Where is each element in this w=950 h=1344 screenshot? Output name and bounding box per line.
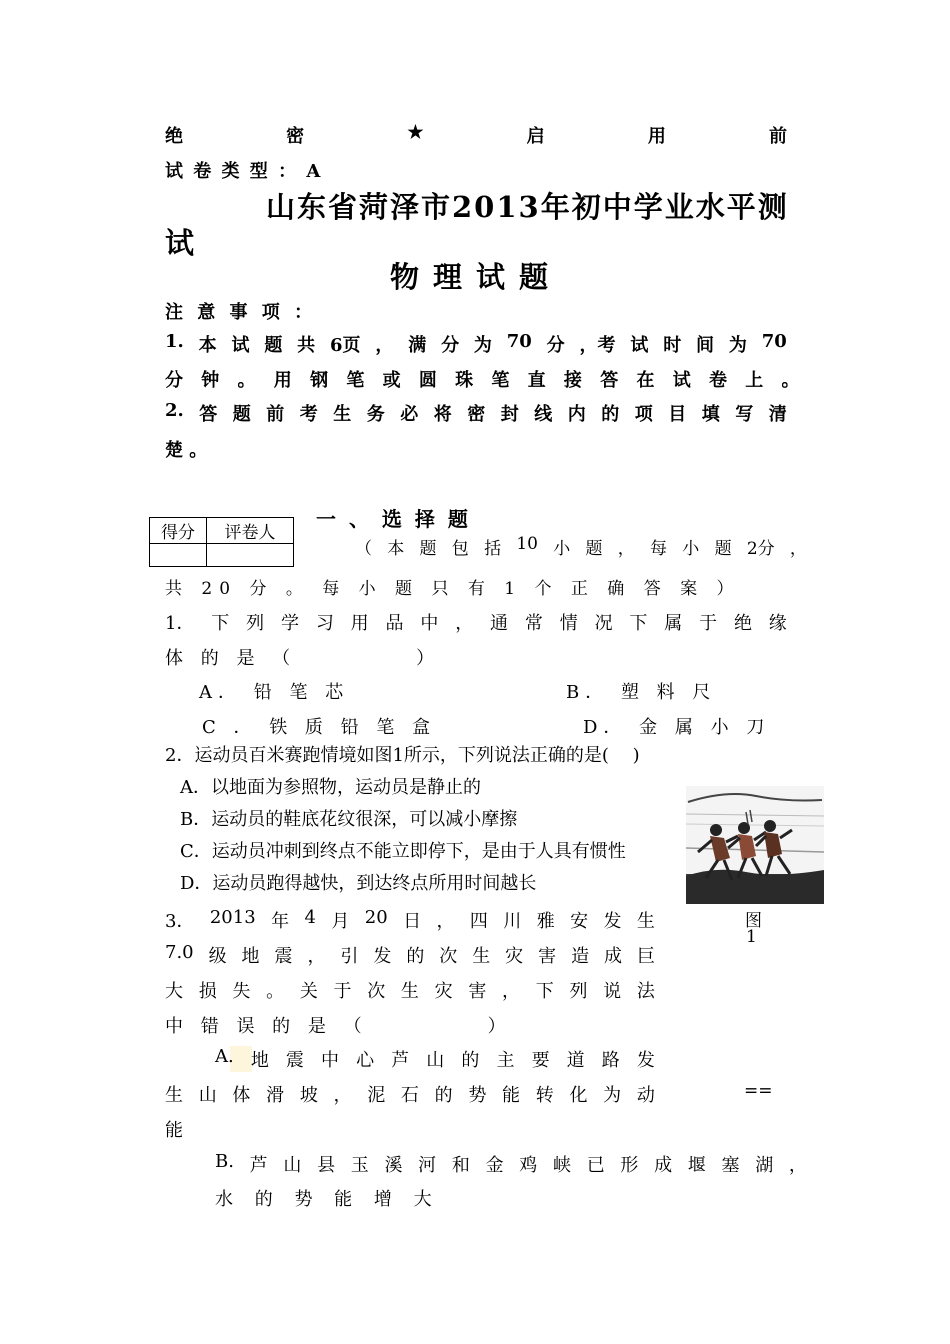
question-3-char: 生 [400,981,419,1002]
notice-char: 答 [199,404,218,425]
question-1-char: 况 [594,613,613,634]
notice-char: 线 [534,404,553,425]
question-3-char: 3． [165,911,195,932]
question-3-option-b-char: 和 [451,1155,470,1176]
paper-type: 试 卷 类 型 ： A [165,161,323,182]
notice-char: 考 [299,404,318,425]
question-3-char: 7.0 [165,942,194,963]
notice-char: 2. [165,400,184,421]
question-3-option-a-char: 石 [400,1085,419,1106]
question-3-option-b-char: 塞 [721,1155,740,1176]
question-3-char: 20 [364,907,388,928]
notice-char: ，考 [579,335,616,356]
section-desc-char: 小 [682,539,700,559]
question-3-char: 级 [208,946,227,967]
figure-1-label: 图 [745,911,762,931]
grader-cell[interactable] [207,544,294,567]
question-2-option-c: C．运动员冲刺到终点不能立即停下，是由于人具有惯性 [180,841,626,862]
question-3-char: 列 [569,981,588,1002]
question-3-char: 说 [603,981,622,1002]
question-3-option-b-char: 河 [418,1155,437,1176]
question-3-char: 成 [604,946,623,967]
notice-char: 密 [467,404,486,425]
notice-char: 内 [567,404,586,425]
notice-item-2 [165,400,787,426]
question-3-option-b-char: 山 [283,1155,302,1176]
question-3-option-a-char: 体 [232,1085,251,1106]
notice-char: 试 [231,335,250,356]
notice-heading: 注 意 事 项 ： [165,302,317,323]
question-3-option-a-char: 滑 [266,1085,285,1106]
question-3-char: 。 [266,981,285,1002]
question-3-char: 次 [367,981,386,1002]
question-3-char: 日 [403,911,422,932]
secret-char: 启 [526,126,545,147]
notice-item-1-cont: 分 钟 。 用 钢 笔 或 圆 珠 笔 直 接 答 在 试 卷 上 。 [165,370,806,391]
question-1-option-b: B． 塑 料 尺 [566,682,717,703]
question-3-option-a-char: 主 [496,1050,515,1071]
notice-char: 为 [728,335,747,356]
question-3-char: 关 [299,981,318,1002]
question-3-option-a-cont [165,1081,655,1107]
question-3-option-a-char: 势 [468,1085,487,1106]
question-3-option-b-char: 芦 [249,1155,268,1176]
question-1-stem [165,609,787,635]
notice-char: 前 [266,404,285,425]
notice-char: ， [375,335,394,356]
question-1-option-c: C ． 铁 质 铅 笔 盒 [202,717,437,738]
question-3-stem [165,907,655,933]
question-1-char: 品 [385,613,404,634]
section-desc-char: 本 [387,539,405,559]
question-3-char: 于 [333,981,352,1002]
notice-item-1 [165,331,787,357]
section-desc-char: 题 [714,539,732,559]
notice-char: 写 [735,404,754,425]
question-3-option-a-end: 能 [165,1120,183,1141]
question-1-char: 下 [629,613,648,634]
question-1-char: 常 [524,613,543,634]
question-3-char: 下 [535,981,554,1002]
subject-title: 物理试题 [390,260,563,294]
question-1-char: 通 [490,613,509,634]
question-2-stem: 2．运动员百米赛跑情境如图1所示，下列说法正确的是( ) [165,745,640,766]
question-3-option-a-char: 的 [461,1050,480,1071]
section-heading: 一 、 选 择 题 [316,507,471,531]
question-3-char: 法 [636,981,655,1002]
question-3-char: 川 [503,911,522,932]
question-2-option-b: B．运动员的鞋底花纹很深，可以减小摩擦 [180,809,518,830]
question-3-option-a-char: 转 [535,1085,554,1106]
notice-char: 项 [634,404,653,425]
secret-char: 前 [769,126,787,147]
question-3-char: 损 [198,981,217,1002]
question-3-option-a-char: 震 [285,1050,304,1071]
question-3-char: 大 [165,981,183,1002]
question-3-stem-3 [165,977,655,1003]
question-1-char: 用 [350,613,369,634]
notice-char: 生 [333,404,352,425]
question-1-char: 缘 [768,613,787,634]
section-desc-char: 包 [451,539,469,559]
question-3-option-b-char: 溪 [384,1155,403,1176]
question-3-char: 灾 [434,981,453,1002]
question-3-option-a-char: 路 [601,1050,620,1071]
exam-title-cont: 试 [165,226,197,260]
side-mark: == [744,1081,773,1101]
section-desc-char: 2分 [746,539,775,559]
question-1-option-d: D． 金 属 小 刀 [583,717,771,738]
section-desc-char: 括 [484,539,502,559]
question-3-option-b [215,1151,807,1177]
section-desc-char: 题 [585,539,603,559]
question-3-option-a-char: ， [333,1085,352,1106]
question-1-stem-cont: 体 的 是 （ ） [165,648,441,669]
section-desc-char: 小 [553,539,571,559]
figure-1-number: 1 [746,927,757,947]
notice-char: 共 [297,335,316,356]
notice-char: 目 [668,404,687,425]
question-3-char: 害 [468,981,487,1002]
question-3-option-a-char: 心 [356,1050,375,1071]
question-3-char: 造 [571,946,590,967]
question-1-char: 中 [420,613,439,634]
question-3-char: 月 [331,911,350,932]
question-3-option-b-char: 形 [620,1155,639,1176]
question-3-char: 害 [538,946,557,967]
question-3-stem-4: 中 错 误 的 是 （ ） [165,1016,512,1037]
question-1-char: 学 [280,613,299,634]
question-3-option-b-char: 玉 [350,1155,369,1176]
question-3-char: 失 [232,981,251,1002]
question-3-option-a-char: 的 [434,1085,453,1106]
question-3-option-a-char: 泥 [367,1085,386,1106]
question-3-option-a-char: 山 [198,1085,217,1106]
question-1-char: 下 [211,613,230,634]
question-3-char: ， [307,946,326,967]
notice-item-2-cont: 楚 。 [165,440,208,461]
question-3-char: 生 [636,911,655,932]
notice-char: 分 [441,335,460,356]
question-3-option-b-char: B. [215,1151,234,1172]
question-3-char: ， [502,981,521,1002]
question-3-char: 发 [603,911,622,932]
question-3-option-a-char: 山 [426,1050,445,1071]
notice-char: 试 [630,335,649,356]
section-desc-char: （ [355,539,372,559]
question-1-char: 绝 [733,613,752,634]
secret-char: 绝 [165,126,183,147]
notice-char: 70 [761,331,787,352]
question-3-char: 2013 [209,907,256,928]
secret-char: 密 [286,126,305,147]
question-3-char: 年 [271,911,290,932]
question-3-char: 灾 [505,946,524,967]
question-3-char: 4 [304,907,316,928]
section-desc-char: 题 [419,539,437,559]
question-3-stem-2 [165,942,655,968]
question-3-char: 地 [241,946,260,967]
question-3-char: 生 [472,946,491,967]
question-1-char: ， [455,613,474,634]
section-desc-char: ， [789,539,807,559]
section-desc-char: 每 [650,539,668,559]
notice-char: 题 [232,404,251,425]
grader-header: 评卷人 [207,518,294,544]
question-3-char: 的 [406,946,425,967]
score-header: 得分 [150,518,207,544]
section-description-cont: 共 20 分 。 每 小 题 只 有 1 个 正 确 答 案 ） [165,579,741,599]
notice-char: 的 [601,404,620,425]
notice-char: 本 [198,335,217,356]
notice-char: 70 [506,331,532,352]
question-3-option-a-char: 地 [250,1050,269,1071]
question-3-option-a-char: 生 [165,1085,183,1106]
question-3-char: ， [436,911,455,932]
question-3-option-a-char: 中 [321,1050,340,1071]
question-3-char: 引 [340,946,359,967]
notice-char: 间 [696,335,715,356]
question-3-option-a-char: 能 [502,1085,521,1106]
question-3-option-a-char: 要 [531,1050,550,1071]
question-3-option-b-char: 县 [317,1155,336,1176]
question-3-option-b-char: 鸡 [519,1155,538,1176]
notice-char: 1. [165,331,184,352]
section-description [355,534,807,559]
notice-char: 填 [701,404,720,425]
question-3-option-a-char: 为 [603,1085,622,1106]
notice-char: 时 [663,335,682,356]
question-3-option-b-char: 金 [485,1155,504,1176]
question-1-char: 情 [559,613,578,634]
section-desc-char: ， [617,539,635,559]
question-1-option-a: A． 铅 笔 芯 [199,682,350,703]
notice-char: 将 [433,404,452,425]
question-3-char: 发 [373,946,392,967]
question-3-option-a-char: 坡 [299,1085,318,1106]
question-2-option-d: D．运动员跑得越快，到达终点所用时间越长 [180,873,537,894]
notice-char: 为 [473,335,492,356]
secret-header [165,122,787,148]
question-1-char: 属 [664,613,683,634]
question-3-char: 安 [570,911,589,932]
secret-char: ★ [407,122,424,143]
question-3-option-a-char: 动 [636,1085,655,1106]
notice-char: 题 [264,335,283,356]
question-3-option-b-char: ， [788,1155,807,1176]
question-3-char: 巨 [636,946,655,967]
question-3-option-b-cont: 水 的 势 能 增 大 [215,1189,440,1210]
question-3-option-b-char: 堰 [687,1155,706,1176]
question-1-char: 习 [315,613,334,634]
question-3-option-a-char: 发 [636,1050,655,1071]
question-3-option-a-char: 芦 [391,1050,410,1071]
notice-char: 满 [408,335,427,356]
question-3-option-b-char: 已 [586,1155,605,1176]
notice-char: 分 [546,335,565,356]
question-3-char: 次 [439,946,458,967]
question-3-option-b-char: 湖 [755,1155,774,1176]
notice-char: 务 [366,404,385,425]
score-cell[interactable] [150,544,207,567]
notice-char: 清 [768,404,787,425]
question-3-option-a-char: 化 [569,1085,588,1106]
question-3-char: 四 [469,911,488,932]
question-1-char: 1． [165,613,195,634]
question-1-char: 列 [246,613,265,634]
question-3-option-a-char: A. [215,1046,234,1067]
question-3-char: 雅 [536,911,555,932]
notice-char: 必 [400,404,419,425]
question-1-char: 于 [699,613,718,634]
question-2-option-a: A．以地面为参照物，运动员是静止的 [180,777,481,798]
score-table [149,517,294,567]
secret-char: 用 [647,126,666,147]
notice-char: 封 [500,404,519,425]
section-desc-char: 10 [516,534,538,554]
question-3-option-b-char: 成 [654,1155,673,1176]
exam-title: 山东省菏泽市2013年初中学业水平测 [266,190,789,224]
question-3-option-a-char: 道 [566,1050,585,1071]
question-3-char: 震 [274,946,293,967]
question-3-option-a [215,1046,655,1072]
question-3-option-b-char: 峡 [552,1155,571,1176]
notice-char: 6页 [330,335,361,356]
figure-1-sprinters-image [686,786,824,904]
